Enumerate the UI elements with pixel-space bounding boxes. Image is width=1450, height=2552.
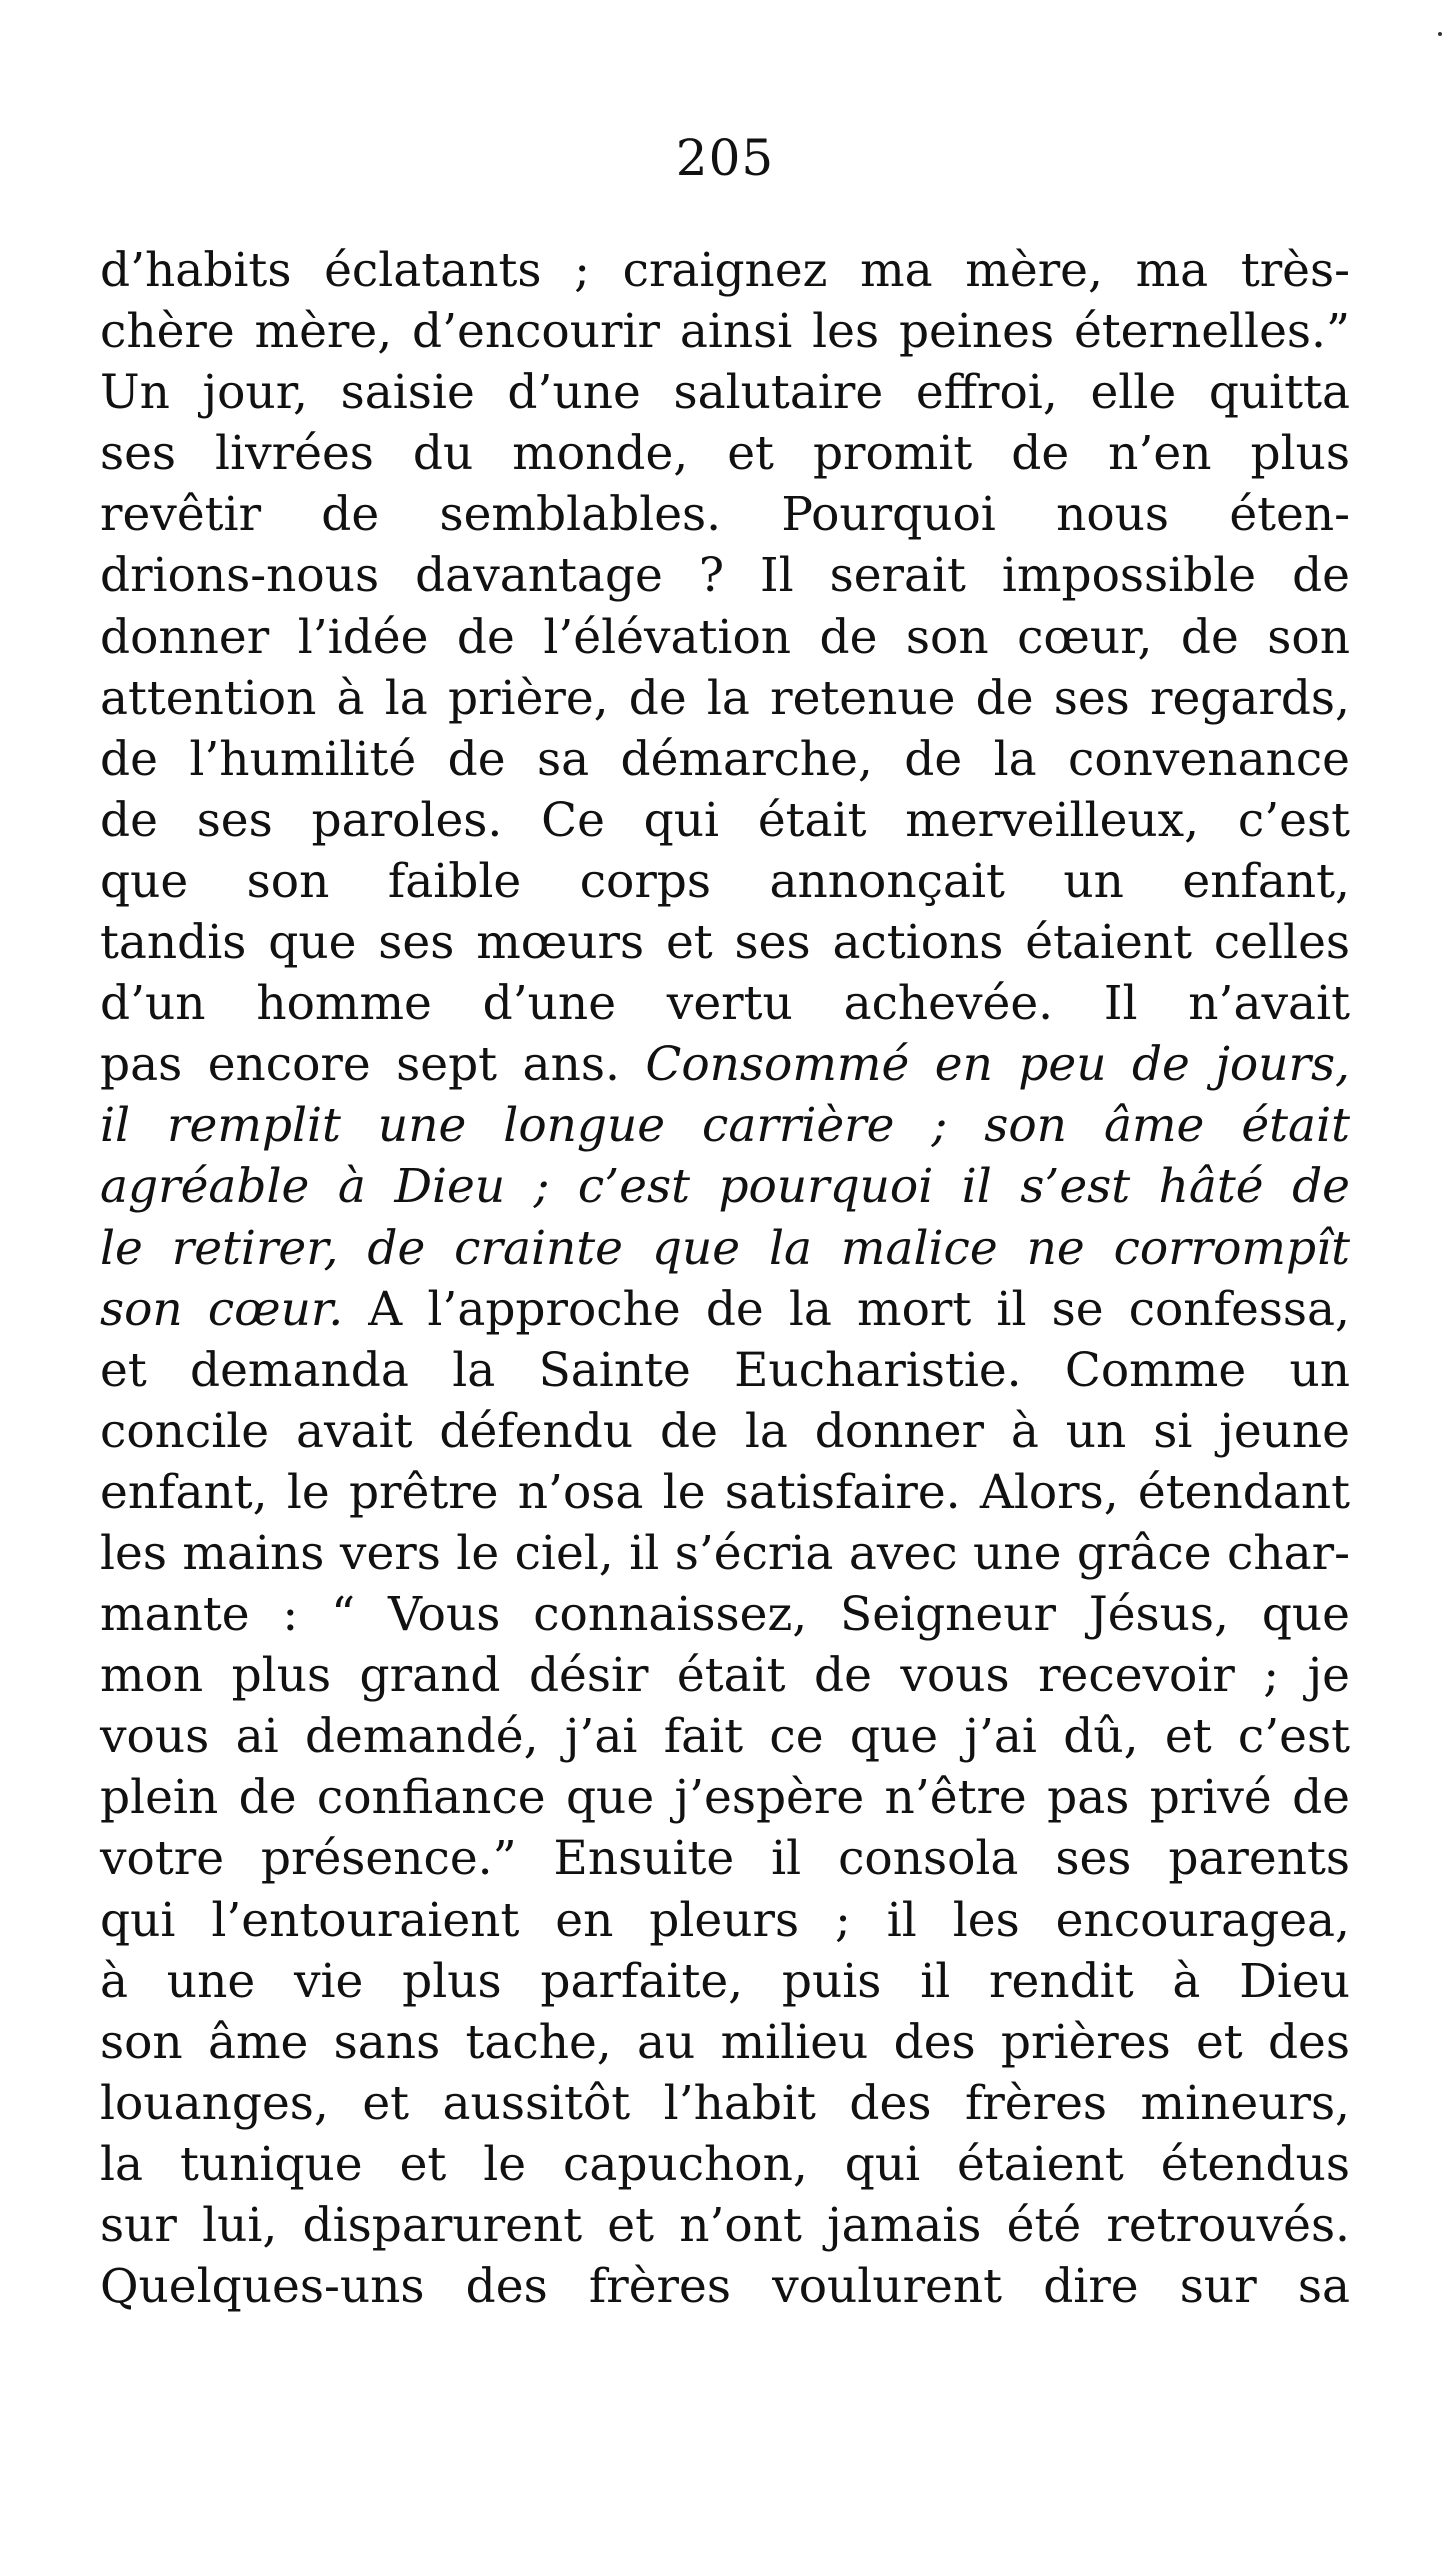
text-line-27: votre présence.” Ensuite il consola ses parents: [100, 1831, 1350, 1887]
text-line-18-italic: son cœur.: [100, 1281, 344, 1337]
text-line-11: que son faible corps annonçait un enfant,: [100, 853, 1350, 909]
text-line-6: drions-nous davantage ? Il serait impossible de: [100, 548, 1350, 604]
text-line-19: et demanda la Sainte Eucharistie. Comme un: [100, 1342, 1350, 1398]
page-body-text: [100, 240, 1350, 2317]
text-line-3: Un jour, saisie d’une salutaire effroi, elle quitta: [100, 365, 1350, 421]
text-line-29: à une vie plus parfaite, puis il rendit à Dieu: [100, 1953, 1350, 2009]
text-line-7: donner l’idée de l’élévation de son cœur, de son: [100, 609, 1350, 665]
print-speck: [1438, 32, 1442, 36]
text-line-18: [100, 1279, 1350, 1340]
text-line-18-roman: A l’approche de la mort il se confessa,: [343, 1281, 1350, 1337]
text-line-23: mante : “ Vous connaissez, Seigneur Jésus, que: [100, 1587, 1350, 1643]
text-line-2: chère mère, d’encourir ainsi les peines éternelles.”: [100, 304, 1350, 360]
text-line-14: [100, 1034, 1350, 1095]
text-line-10: de ses paroles. Ce qui était merveilleux, c’est: [100, 792, 1350, 848]
text-line-14-roman: pas encore sept ans.: [100, 1037, 620, 1093]
text-line-31: louanges, et aussitôt l’habit des frères mineurs,: [100, 2075, 1350, 2131]
text-line-16: agréable à Dieu ; c’est pourquoi il s’est hâté de: [100, 1159, 1350, 1215]
text-line-8: attention à la prière, de la retenue de ses regards,: [100, 670, 1350, 726]
text-line-25: vous ai demandé, j’ai fait ce que j’ai dû, et c’est: [100, 1709, 1350, 1765]
text-line-34: Quelques-uns des frères voulurent dire sur sa: [100, 2259, 1350, 2315]
text-line-12: tandis que ses mœurs et ses actions étaient celles: [100, 915, 1350, 971]
text-line-33: sur lui, disparurent et n’ont jamais été retrouvés.: [100, 2198, 1350, 2253]
text-line-9: de l’humilité de sa démarche, de la convenance: [100, 731, 1350, 787]
text-line-30: son âme sans tache, au milieu des prières et des: [100, 2014, 1350, 2070]
text-line-5: revêtir de semblables. Pourquoi nous éten-: [100, 487, 1350, 543]
text-line-32: la tunique et le capuchon, qui étaient étendus: [100, 2136, 1350, 2192]
text-line-13: d’un homme d’une vertu achevée. Il n’avait: [100, 976, 1350, 1032]
text-line-26: plein de confiance que j’espère n’être pas privé de: [100, 1770, 1350, 1826]
text-line-15: il remplit une longue carrière ; son âme était: [100, 1098, 1350, 1154]
text-line-28: qui l’entouraient en pleurs ; il les encouragea,: [100, 1892, 1350, 1948]
text-line-4: ses livrées du monde, et promit de n’en plus: [100, 426, 1350, 482]
text-line-1: d’habits éclatants ; craignez ma mère, ma très-: [100, 243, 1350, 298]
page-number: 205: [675, 129, 775, 187]
text-line-17: le retirer, de crainte que la malice ne corrompît: [100, 1220, 1350, 1276]
text-line-20: concile avait défendu de la donner à un si jeune: [100, 1403, 1350, 1459]
text-line-22: les mains vers le ciel, il s’écria avec une grâce char-: [100, 1525, 1350, 1581]
text-line-14-italic: Consommé en peu de jours,: [619, 1037, 1350, 1093]
text-line-21: enfant, le prêtre n’osa le satisfaire. Alors, étendant: [100, 1464, 1350, 1520]
text-line-24: mon plus grand désir était de vous recevoir ; je: [100, 1648, 1350, 1704]
